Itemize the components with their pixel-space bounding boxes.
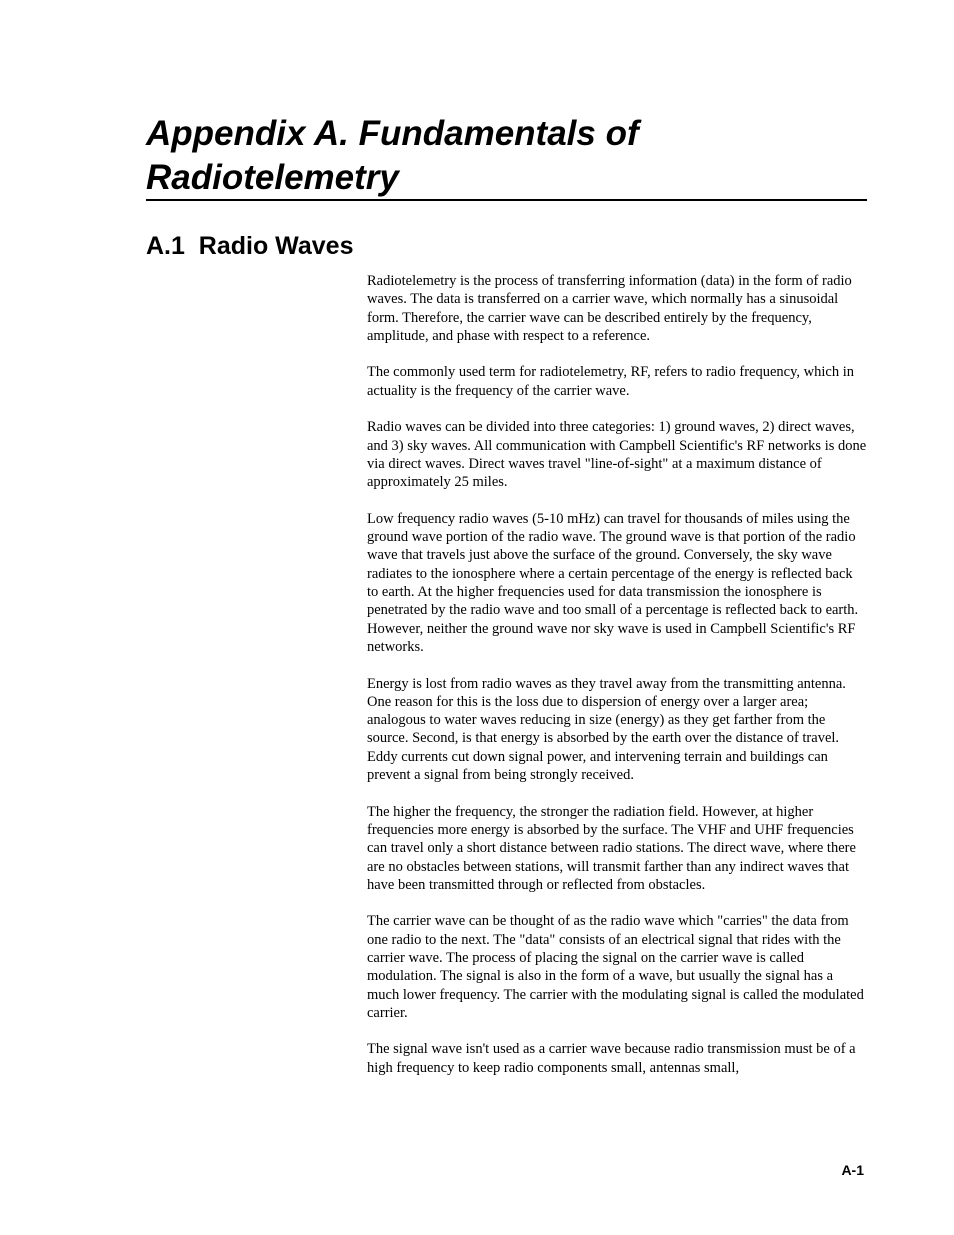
paragraph: The higher the frequency, the stronger the radiation field. However, at higher frequencies more energy is absorbed by the surface. The VHF and UHF frequencies can travel only a short distance between radio stations. The direct wave, where there are no obstacles between stations, will transmit farther than any indirect waves that have been transmitted through or reflected from obstacles. (367, 803, 856, 893)
title-divider (146, 199, 867, 201)
paragraph: The signal wave isn't used as a carrier wave because radio transmission must be of a high frequency to keep radio components small, antennas small, (367, 1041, 856, 1076)
paragraph: Radio waves can be divided into three categories: 1) ground waves, 2) direct waves, and 3) sky waves. All communication with Campbell Scientific's RF networks is done via direct waves. Direct waves travel "line-of-sight" at a maximum distance of approximately 25 miles. (367, 419, 867, 491)
paragraph: Energy is lost from radio waves as they travel away from the transmitting antenna. One reason for this is the loss due to dispersion of energy over a larger area; analogous to water waves reducing in size (energy) as they get farther from the source. Second, is that energy is absorbed by the earth over the distance of travel. Eddy currents cut down signal power, and intervening terrain and buildings can prevent a signal from being strongly received. (367, 675, 846, 784)
body-text (367, 272, 867, 1095)
paragraph: The commonly used term for radiotelemetry, RF, refers to radio frequency, which in actuality is the frequency of the carrier wave. (367, 364, 854, 399)
paragraph: Low frequency radio waves (5-10 mHz) can travel for thousands of miles using the ground wave portion of the radio wave. The ground wave is that portion of the radio wave that travels just above the surface of the ground. Conversely, the sky wave radiates to the ionosphere where a certain percentage of the energy is reflected back to earth. At the higher frequencies used for data transmission the ionosphere is penetrated by the radio wave and too small of a percentage is reflected back to earth. However, neither the ground wave nor sky wave is used in Campbell Scientific's RF networks. (367, 510, 859, 655)
page-number: A-1 (841, 1162, 864, 1178)
paragraph: The carrier wave can be thought of as the radio wave which "carries" the data from one radio to the next. The "data" consists of an electrical signal that rides with the carrier wave. The process of placing the signal on the carrier wave is called modulation. The signal is also in the form of a wave, but usually the signal has a much lower frequency. The carrier with the modulating signal is called the modulated carrier. (367, 913, 864, 1021)
section-heading: A.1 Radio Waves (146, 232, 354, 260)
paragraph: Radiotelemetry is the process of transferring information (data) in the form of radio waves. The data is transferred on a carrier wave, which normally has a sinusoidal form. Therefore, the carrier wave can be described entirely by the frequency, amplitude, and phase with respect to a reference. (367, 273, 852, 344)
page-title: Appendix A. Fundamentals of Radiotelemetry (146, 114, 639, 197)
